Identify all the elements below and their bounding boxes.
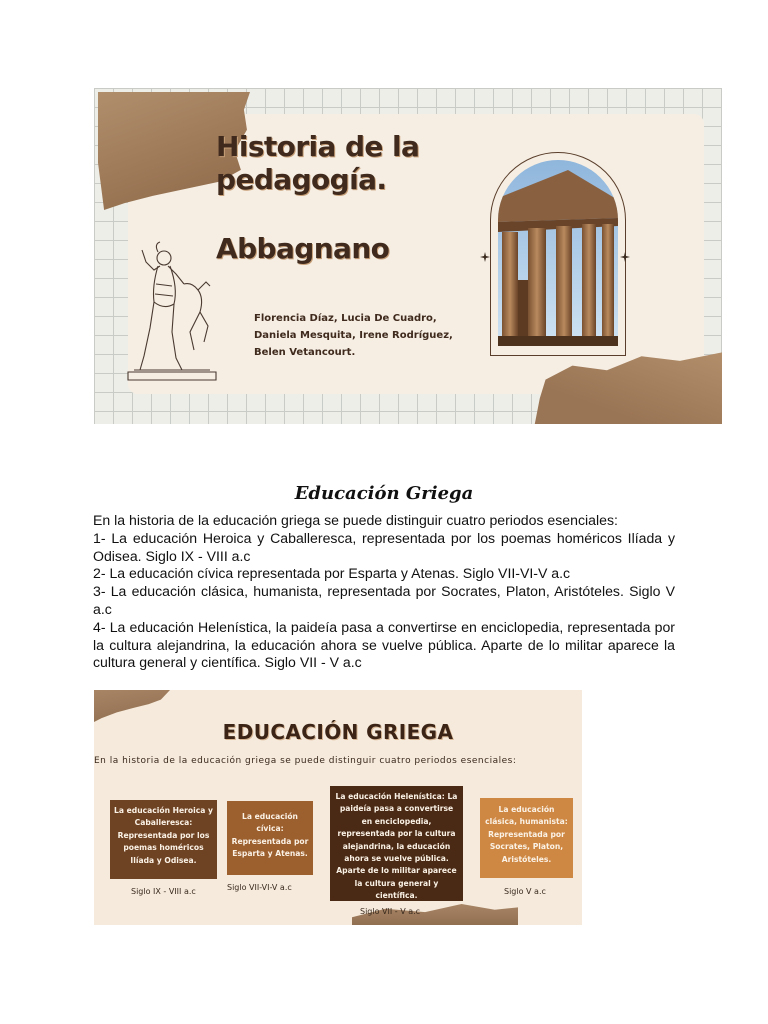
- sparkle-icon: [620, 252, 630, 262]
- period-era-label: Siglo IX - VIII a.c: [131, 887, 196, 896]
- statue-illustration: [124, 236, 234, 386]
- paragraph: En la historia de la educación griega se puede distinguir cuatro periodos esenciales:: [93, 512, 618, 528]
- paragraph: 1- La educación Heroica y Caballeresca, representada por los poemas homéricos Ilíada y Odisea. Siglo IX - VIII a.c: [93, 529, 675, 564]
- period-era-label: Siglo VII - V a.c: [360, 907, 421, 916]
- period-card-clasica: La educación clásica, humanista: Representada por Socrates, Platon, Aristóteles.: [480, 798, 573, 878]
- title-slide: [94, 88, 722, 424]
- period-era-label: Siglo VII-VI-V a.c: [227, 883, 292, 892]
- authors-list: Florencia Díaz, Lucia De Cuadro, Daniela Mesquita, Irene Rodríguez, Belen Vetancourt.: [254, 313, 453, 358]
- sparkle-icon: [480, 252, 490, 262]
- body-text: [93, 512, 675, 672]
- period-card-helenistica: La educación Helenística: La paideía pasa a convertirse en enciclopedia, representada por la cultura alejandrina, la educación ahora se vuelve pública. Aparte de lo militar aparece la cultura general y científica.: [330, 786, 463, 901]
- paragraph: 2- La educación cívica representada por Esparta y Atenas. Siglo VII-VI-V a.c: [93, 565, 571, 582]
- paragraph: 3- La educación clásica, humanista, representada por Socrates, Platon, Aristóteles. Siglo V a.c: [93, 583, 675, 617]
- torn-paper-decoration: [94, 690, 170, 722]
- slide-title: Historia de la pedagogía.: [216, 130, 420, 196]
- section-heading: Educación Griega: [294, 483, 474, 504]
- period-card-heroica: La educación Heroica y Caballeresca: Representada por los poemas homéricos Ilíada y Odisea.: [110, 800, 217, 879]
- paragraph: 4- La educación Helenística, la paideía pasa a convertirse en enciclopedia, representada por la cultura alejandrina, la educación ahora se vuelve pública. Aparte de lo militar aparece la cultura general y científica. Siglo VII - V a.c: [93, 618, 675, 671]
- temple-photo: [498, 160, 618, 346]
- period-card-civica: La educación cívica: Representada por Esparta y Atenas.: [227, 801, 313, 875]
- period-era-label: Siglo V a.c: [504, 887, 546, 896]
- temple-photo-frame: [484, 152, 634, 362]
- slide-title: EDUCACIÓN GRIEGA: [222, 720, 454, 744]
- periods-slide: [94, 690, 582, 925]
- slide-intro: En la historia de la educación griega se puede distinguir cuatro periodos esenciales:: [94, 756, 517, 766]
- slide-subtitle: Abbagnano: [216, 232, 390, 265]
